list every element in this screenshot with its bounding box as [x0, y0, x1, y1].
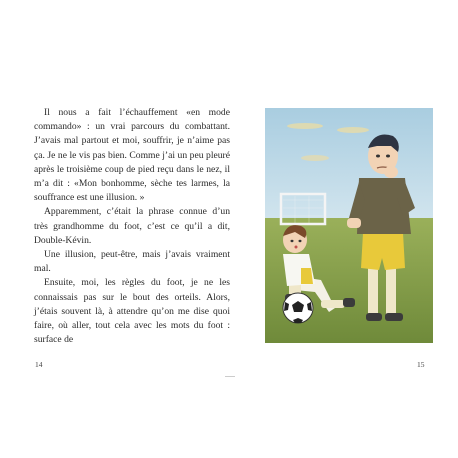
paragraph: Une illusion, peut-être, mais j’avais vraiment mal.: [34, 249, 230, 275]
page-fold-mark: [225, 376, 235, 377]
cloud: [337, 127, 369, 133]
cloud: [287, 123, 323, 129]
cloud: [301, 155, 329, 161]
page-number-left: 14: [35, 360, 43, 369]
paragraph: Il nous a fait l’échauffement «en mode commando» : un vrai parcours du combattant. J’avais mal partout et moi, souffrir, je n’aime pas ça. Je ne le vis pas bien. Comme j’ai un peu pleuré après le troisième coup de pied reçu dans le nez, il m’a dit : «Mon bonhomme, sèche tes larmes, la souffrance est une illusion. »: [34, 107, 230, 204]
paragraph: Apparemment, c’était la phrase connue d’un très grandhomme du foot, c’est ce qu’il a dit, Double-Kévin.: [34, 206, 230, 246]
paragraph: Ensuite, moi, les règles du foot, je ne les connaissais pas sur le bout des orteils. Alors, j’étais souvent là, à attendre qu’on me dise quoi faire, où aller, tout cela avec les mots du foot : surface de: [34, 277, 230, 346]
left-page-text: [34, 106, 230, 347]
football-scene-illustration: [265, 108, 433, 343]
page-number-right: 15: [417, 360, 425, 369]
football-ball: [283, 293, 313, 323]
